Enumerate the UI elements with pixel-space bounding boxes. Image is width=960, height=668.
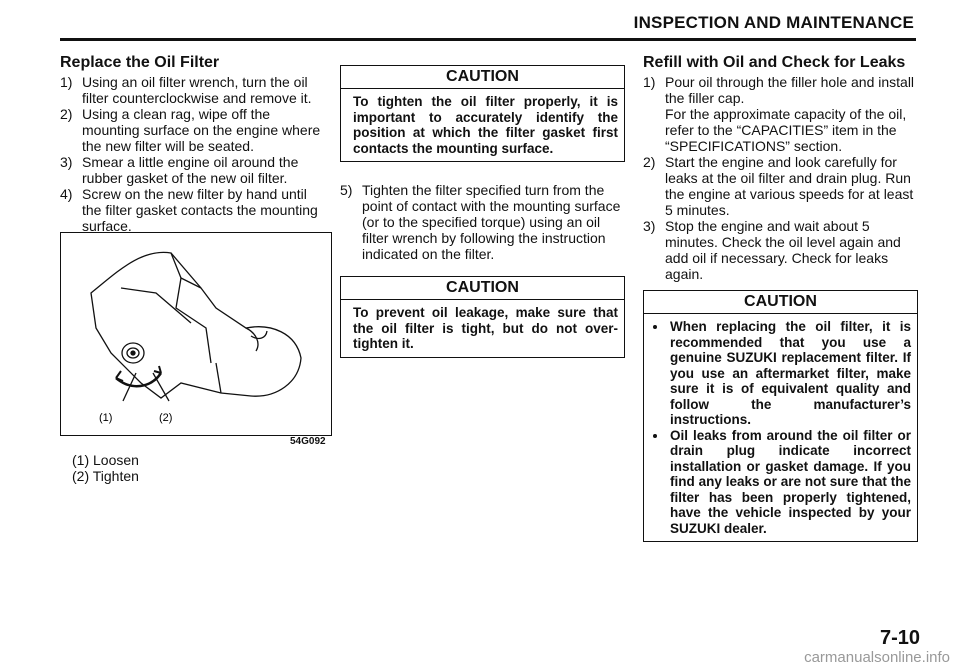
- step-number: 1): [60, 74, 73, 90]
- caution-box-tighten: [340, 65, 625, 162]
- figure-label-1: (1): [99, 412, 113, 424]
- step-item: [340, 182, 625, 262]
- step-number: 1): [643, 74, 656, 90]
- step-number: 3): [60, 154, 73, 170]
- figure-legend: [72, 452, 139, 484]
- caution-box-leakage: [340, 276, 625, 358]
- caution-title: CAUTION: [341, 66, 624, 89]
- replace-filter-steps: [60, 74, 330, 234]
- left-column: [60, 54, 330, 234]
- step-number: 5): [340, 182, 353, 198]
- caution-bullet: • When replacing the oil filter, it is recommended that you use a genuine SUZUKI replacement filter. If you use an aftermarket filter, make sure it is of equivalent quality and follow the manufacturer’s instructions.: [668, 319, 911, 428]
- step-number: 3): [643, 218, 656, 234]
- page-header-title: INSPECTION AND MAINTENANCE: [633, 13, 914, 32]
- caution-body: [644, 314, 917, 541]
- step-number: 4): [60, 186, 73, 202]
- step-text: Tighten the filter specified turn from the point of contact with the mounting surface (or to the specified torque) using an oil filter wrench by following the instruction indicated on the filter.: [362, 182, 621, 262]
- step-item: [60, 74, 330, 106]
- figure-label-2: (2): [159, 412, 173, 424]
- step-text: Using an oil filter wrench, turn the oil filter counterclockwise and remove it.: [82, 74, 312, 106]
- middle-column: [340, 65, 625, 358]
- step-text: Stop the engine and wait about 5 minutes. Check the oil level again and add oil if necessary. Check for leaks again.: [665, 218, 901, 282]
- step-subtext: For the approximate capacity of the oil, refer to the “CAPACITIES” item in the “SPECIFICATIONS” section.: [665, 106, 907, 154]
- section-heading-refill: Refill with Oil and Check for Leaks: [643, 54, 906, 71]
- caution-box-genuine-filter: [643, 290, 918, 542]
- step-item: [643, 154, 918, 218]
- step-item: [643, 74, 918, 154]
- page-number: 7-10: [879, 627, 920, 649]
- watermark: carmanualsonline.info: [804, 649, 950, 666]
- figure-code: 54G092: [290, 436, 326, 447]
- step-text: Pour oil through the filler hole and install the filler cap.: [665, 74, 915, 106]
- step-item: [60, 106, 330, 154]
- caution-text: To prevent oil leakage, make sure that the oil filter is tight, but do not over-tighten it.: [353, 305, 618, 351]
- oil-filter-illustration: [61, 233, 331, 435]
- caution-title: CAUTION: [341, 277, 624, 300]
- legend-item-tighten: (2) Tighten: [72, 468, 139, 484]
- step-text: Start the engine and look carefully for leaks at the oil filter and drain plug. Run the engine at various speeds for at least 5 minutes.: [665, 154, 914, 218]
- caution-title: CAUTION: [644, 291, 917, 314]
- step-number: 2): [643, 154, 656, 170]
- header-rule: [60, 38, 916, 41]
- caution-bullet: • Oil leaks from around the oil filter or drain plug indicate incorrect installation or gasket damage. If you find any leaks or are not sure that the filter has been properly tightened, have the vehicle inspected by your SUZUKI dealer.: [668, 428, 911, 537]
- step-number: 2): [60, 106, 73, 122]
- step-text: Screw on the new filter by hand until the filter gasket contacts the mounting surface.: [82, 186, 318, 234]
- step-text: Smear a little engine oil around the rubber gasket of the new oil filter.: [82, 154, 299, 186]
- step-item: [60, 186, 330, 234]
- oil-filter-figure: [60, 232, 332, 436]
- legend-item-loosen: (1) Loosen: [72, 452, 139, 468]
- caution-text: To tighten the oil filter properly, it is important to accurately identify the position at which the filter gasket first contacts the mounting surface.: [353, 94, 618, 156]
- refill-steps: [643, 74, 918, 282]
- tighten-step: [340, 182, 625, 262]
- step-item: [643, 218, 918, 282]
- section-heading-replace-filter: Replace the Oil Filter: [60, 54, 220, 71]
- step-text: Using a clean rag, wipe off the mounting surface on the engine where the new filter will be seated.: [82, 106, 321, 154]
- right-column: [643, 54, 918, 542]
- step-item: [60, 154, 330, 186]
